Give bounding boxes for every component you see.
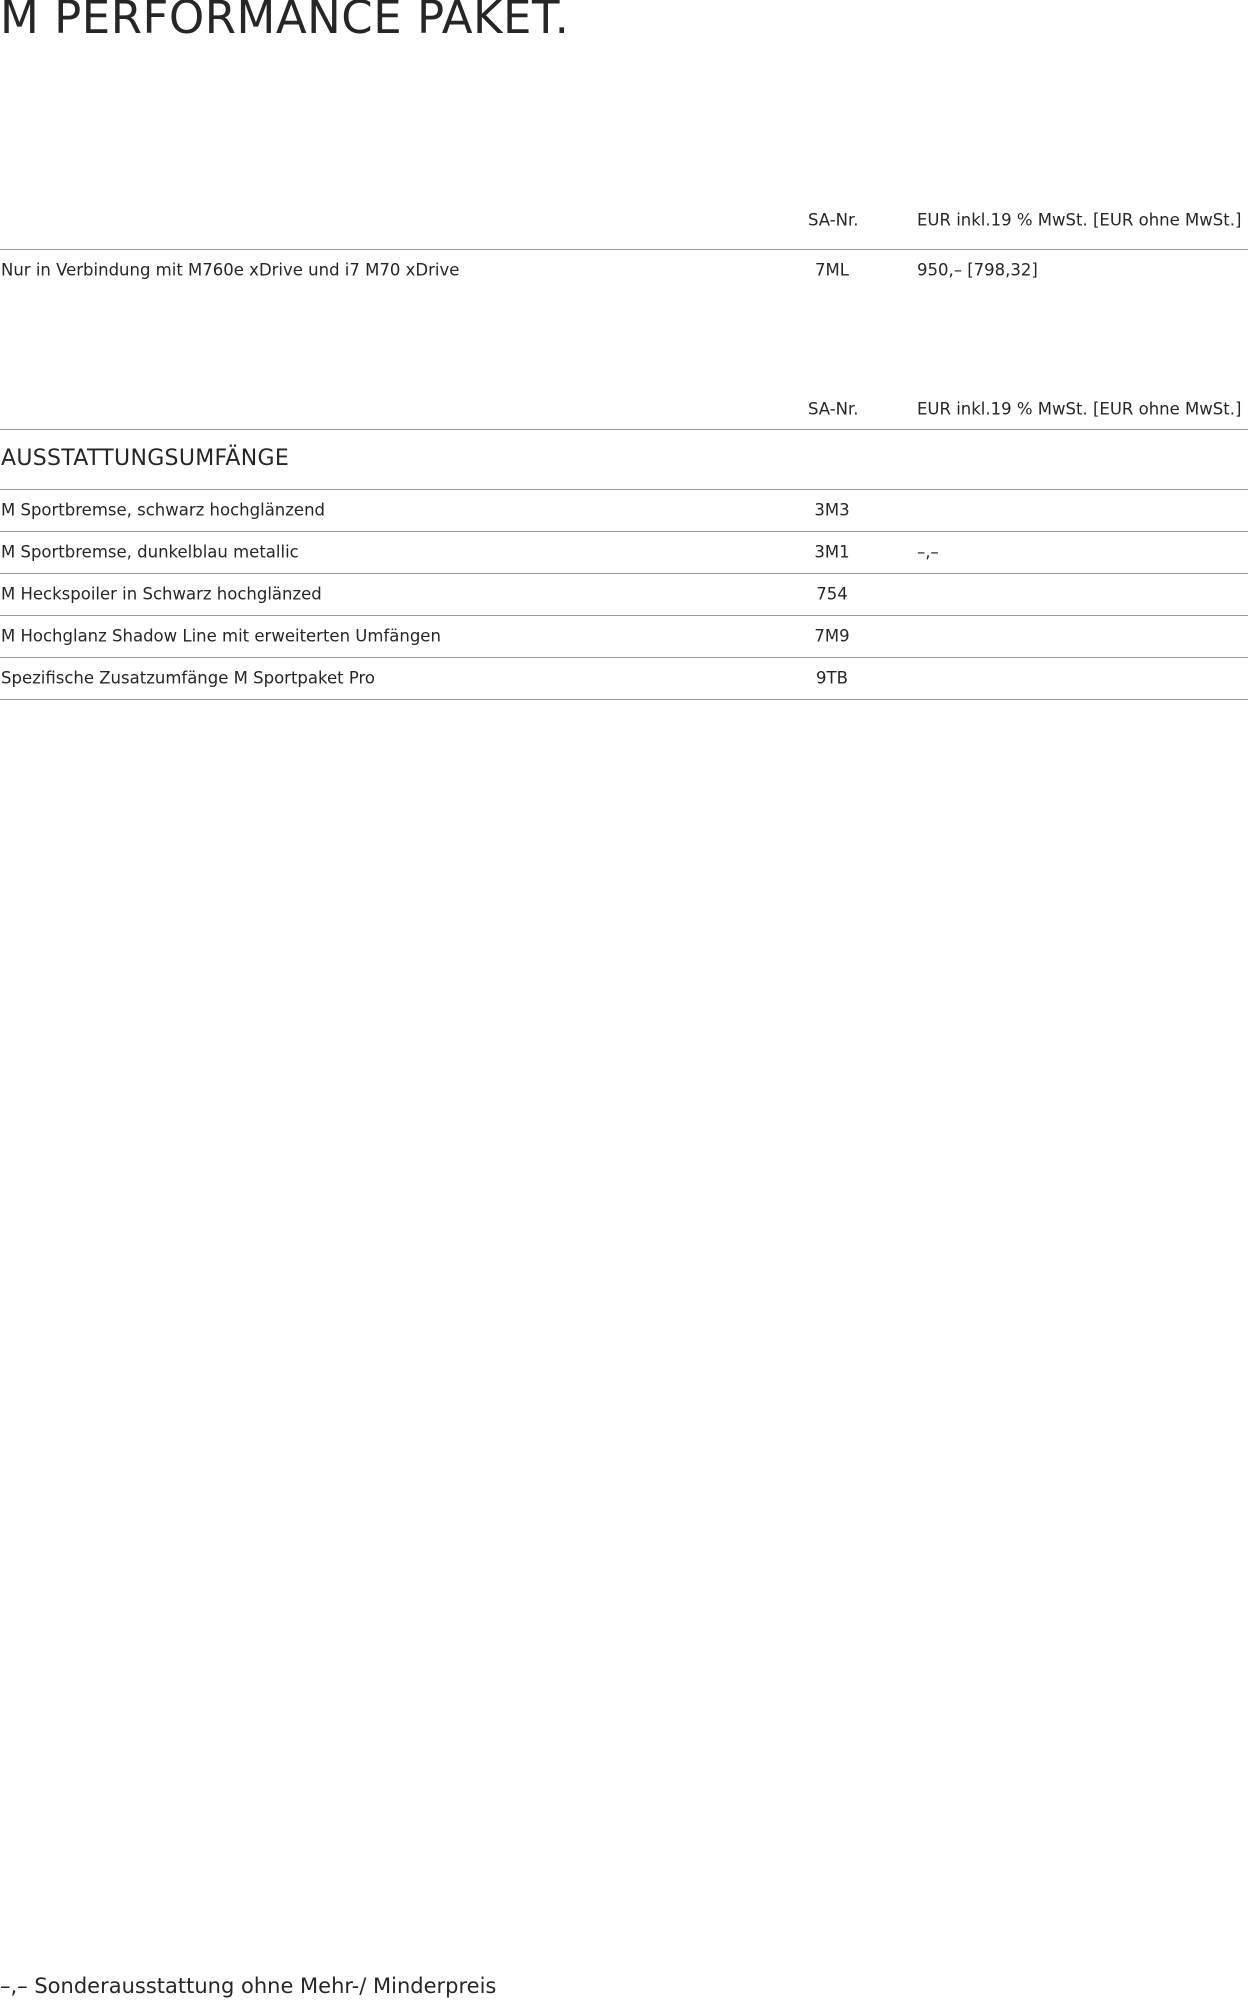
column-header-price: EUR inkl.19 % MwSt. [EUR ohne MwSt.]	[917, 399, 1242, 419]
item-sa-nr: 7M9	[814, 626, 850, 646]
table-row	[0, 573, 1248, 615]
column-header-sa-nr: SA-Nr.	[808, 210, 859, 230]
page-title: M PERFORMANCE PAKET.	[0, 0, 570, 44]
column-header-price: EUR inkl.19 % MwSt. [EUR ohne MwSt.]	[917, 210, 1242, 230]
package-sa-nr: 7ML	[815, 260, 849, 280]
footnote: –,– Sonderausstattung ohne Mehr-/ Minderpreis	[0, 1974, 497, 1998]
table-header-row	[0, 388, 1248, 430]
item-sa-nr: 9TB	[816, 668, 848, 688]
divider	[0, 429, 1248, 430]
item-description: M Hochglanz Shadow Line mit erweiterten Umfängen	[1, 626, 441, 646]
section-heading: AUSSTATTUNGSUMFÄNGE	[1, 446, 290, 471]
item-sa-nr: 3M3	[814, 500, 850, 520]
package-price: 950,– [798,32]	[917, 260, 1038, 280]
item-description: M Heckspoiler in Schwarz hochglänzed	[1, 584, 322, 604]
item-sa-nr: 754	[816, 584, 848, 604]
divider	[0, 699, 1248, 700]
table-header-row	[0, 199, 1248, 241]
item-description: M Sportbremse, dunkelblau metallic	[1, 542, 299, 562]
table-row	[0, 489, 1248, 531]
item-sa-nr: 3M1	[814, 542, 850, 562]
table-row	[0, 531, 1248, 573]
package-description: Nur in Verbindung mit M760e xDrive und i7 M70 xDrive	[1, 260, 460, 280]
item-description: Spezifische Zusatzumfänge M Sportpaket Pro	[1, 668, 376, 688]
column-header-sa-nr: SA-Nr.	[808, 399, 859, 419]
table-row	[0, 615, 1248, 657]
item-price: –,–	[917, 542, 939, 562]
table-row	[0, 657, 1248, 699]
package-row	[0, 249, 1248, 291]
item-description: M Sportbremse, schwarz hochglänzend	[1, 500, 326, 520]
